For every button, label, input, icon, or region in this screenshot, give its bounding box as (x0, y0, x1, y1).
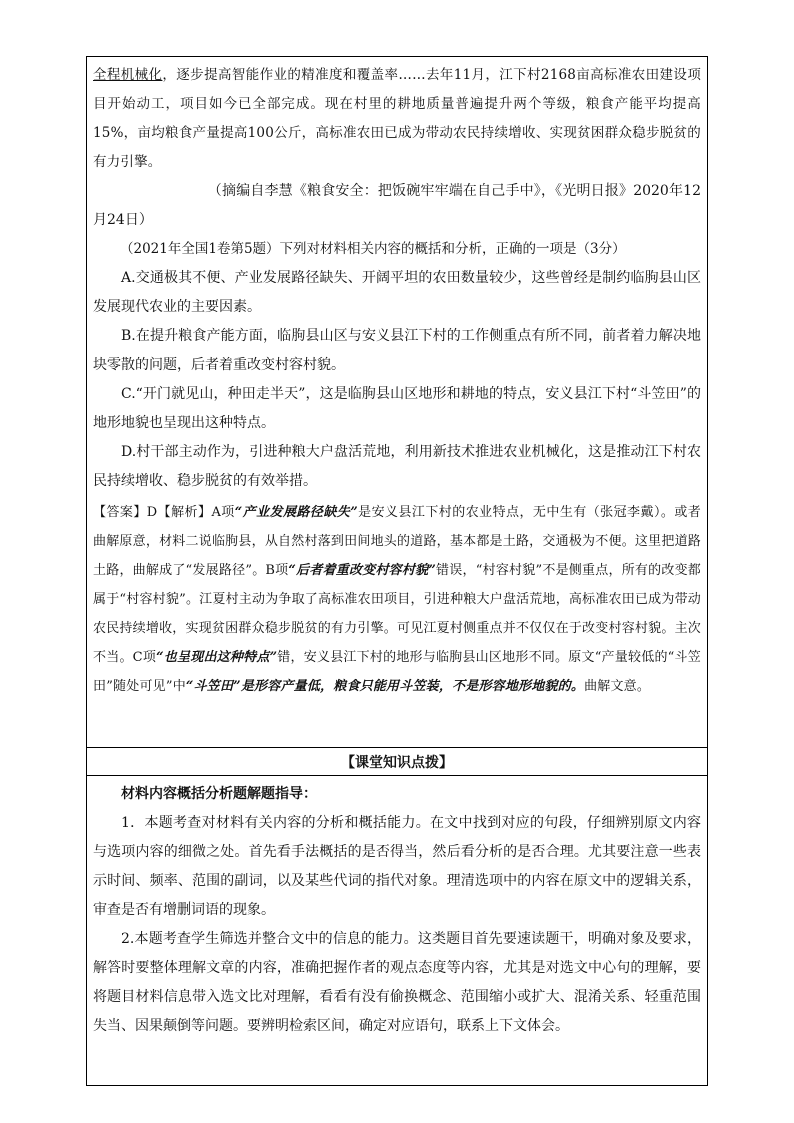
worksheet-table (86, 56, 708, 1086)
answer-seg: 错，安义县江下村的地形与临朐县山区地形不同。原文“产量较低的“斗笠田”随处可见”中 (93, 650, 701, 694)
guide-title: 材料内容概括分析题解题指导： (121, 786, 317, 802)
guide-item-1: 1．本题考查对材料有关内容的分析和概括能力。在文中找到对应的句段，仔细辨别原文内容与选项内容的细微之处。首先看手法概括的是否得当，然后看分析的是否合理。尤其要注意一些表示时间、频率、范围的副词，以及某些代词的指代对象。理清选项中的内容在原文中的逻辑关系，审查是否有增删词语的现象。 (93, 815, 701, 918)
question-stem: （2021年全国1卷第5题）下列对材料相关内容的概括和分析，正确的一项是（3分） (120, 241, 626, 257)
option-c: C.“开门就见山，种田走半天”，这是临朐县山区地形和耕地的特点，安义县江下村“斗笠田”的地形地貌也呈现出这种特点。 (93, 386, 701, 431)
material-cell (87, 57, 707, 748)
answer-emphasis: “产业发展路径缺失” (234, 505, 358, 520)
answer-seg: 错误，“村容村貌”不是侧重点，所有的改变都属于“村容村貌”。江夏村主动为争取了高标准农田项目，引进种粮大户盘活荒地，高标准农田已成为带动农民持续增收，实现贫困群众稳步脱贫的有力引擎。可见江夏村侧重点并不仅仅在于改变村容村貌。主次不当。C项 (93, 563, 702, 665)
section-header-cell (87, 748, 707, 776)
answer-seg: 是安义县江下村的农业特点，无中生有（张冠李戴）。或者曲解原意，材料二说临朐县，从自然村落到田间地头的道路，基本都是土路，交通极为不便。这里把道路土路，曲解成了“发展路径”。B项 (93, 505, 701, 578)
answer-emphasis: “斗笠田”是形容产量低，粮食只能用斗笠装，不是形容地形地貌的。 (185, 679, 585, 694)
answer-explanation (93, 498, 701, 701)
answer-emphasis: “也呈现出这种特点” (156, 650, 278, 665)
guide-cell (87, 776, 707, 1085)
option-d: D.村干部主动作为，引进种粮大户盘活荒地，利用新技术推进农业机械化，这是推动江下村农民持续增收、稳步脱贫的有效举措。 (93, 444, 701, 489)
passage-underlined: 全程机械化 (93, 67, 163, 83)
passage-text: ，逐步提高智能作业的精准度和覆盖率……去年11月，江下村2168亩高标准农田建设项目开始动工，项目如今已全部完成。现在村里的耕地质量普遍提升两个等级，粮食产能平均提高15%，亩均粮食产量提高100公斤，高标准农田已成为带动农民持续增收、实现贫困群众稳步脱贫的有力引擎。 (93, 67, 702, 170)
guide-item-2: 2.本题考查学生筛选并整合文中的信息的能力。这类题目首先要速读题干，明确对象及要求，解答时要整体理解文章的内容，准确把握作者的观点态度等内容，尤其是对选文中心句的理解，要将题目材料信息带入选文比对理解，看看有没有偷换概念、范围缩小或扩大、混淆关系、轻重范围失当、因果颠倒等问题。要辨明检索区间，确定对应语句，联系上下文体会。 (93, 931, 701, 1034)
answer-seg: 曲解文意。 (584, 679, 651, 694)
passage-paragraph (93, 61, 701, 177)
answer-seg: A项 (211, 505, 235, 520)
passage-source: （摘编自李慧《粮食安全：把饭碗牢牢端在自己手中》，《光明日报》2020年12月24日） (93, 183, 701, 228)
option-b: B.在提升粮食产能方面，临朐县山区与安义县江下村的工作侧重点有所不同，前者着力解决地块零散的问题，后者着重改变村容村貌。 (93, 328, 701, 373)
section-header: 【课堂知识点拨】 (341, 754, 453, 771)
option-a: A.交通极其不便、产业发展路径缺失、开阔平坦的农田数量较少，这些曾经是制约临朐县山区发展现代农业的主要因素。 (93, 270, 701, 315)
answer-label: 【答案】D【解析】 (93, 505, 212, 520)
answer-emphasis: “后者着重改变村容村貌” (288, 563, 437, 578)
